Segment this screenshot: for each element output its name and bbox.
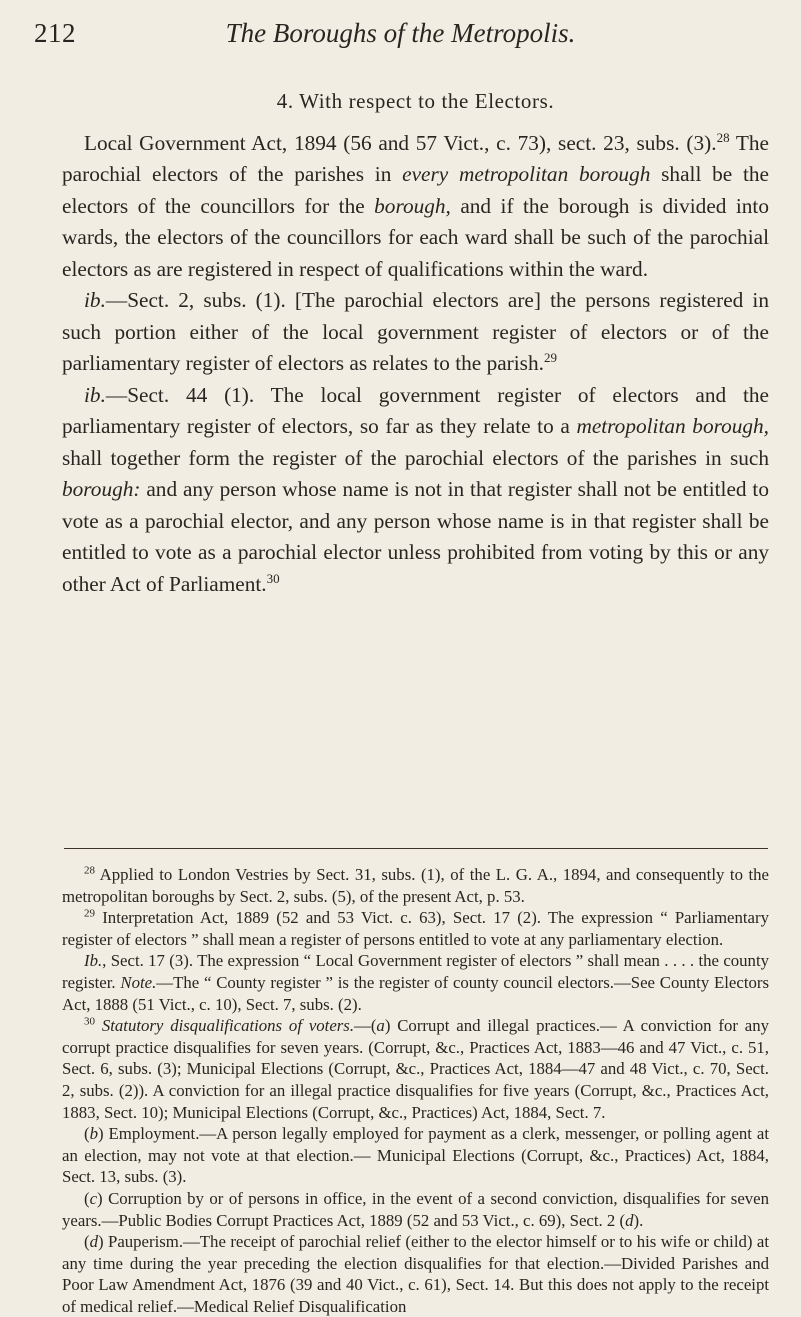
clause-label: d [89, 1232, 98, 1252]
ibid-label: ib. [84, 288, 106, 312]
paragraph-text: The parochial electors of the parishes in [62, 130, 769, 186]
page-header [0, 18, 801, 58]
paragraph-text: —Sect. 2, subs. (1). [The parochial electors are] the persons registered in such portion either of the local government register of electors or of the parliamentary register of electors as relates to the parish. [62, 288, 769, 375]
paragraph-text: Local Government Act, 1894 (56 and 57 Vict., c. 73), sect. 23, subs. (3). [84, 130, 717, 155]
paragraph-text: —Sect. 44 (1). The local government register of electors and the parliamentary register of electors, so far as they relate to a [62, 382, 769, 438]
paragraph-text: and if the borough is divided into wards, the electors of the councillors for each ward shall be such of the parochial electors as are registered in respect of qualifications within the ward. [62, 193, 769, 281]
paragraph-section-2 [62, 285, 769, 380]
page-number: 212 [34, 18, 76, 48]
ibid-label: ib. [84, 382, 106, 407]
punctuation: ). [633, 1210, 644, 1230]
paragraph-section-44 [62, 380, 769, 601]
emphasis-text: borough: [62, 477, 141, 501]
footnote-divider [64, 848, 768, 849]
footnote-number: 28 [84, 864, 95, 877]
footnote-ref-29: 29 [543, 349, 557, 365]
paragraph-text: shall be the electors of the councillors for the [62, 162, 769, 218]
footnote-29 [62, 907, 769, 950]
running-title: The Boroughs of the Metropolis. [225, 18, 576, 48]
footnote-title: Statutory disqualifications of voters. [101, 1016, 355, 1036]
footnote-text: ) Employment.—A person legally employed for payment as a clerk, messenger, or polling agent at an election, may not vote at that election.— Municipal Elections (Corrupt, &c., Practices) Act, 1884, Sect. 13, subs. (3). [62, 1124, 769, 1187]
footnote-text: Applied to London Vestries by Sect. 31, subs. (1), of the L. G. A., 1894, and consequently to the metropolitan boroughs by Sect. 2, subs. (5), of the present Act, p. 53. [62, 865, 769, 906]
footnote-30-c: (c) Corruption by or of persons in office, in the event of a second conviction, disqualifies for seven years.—Public Bodies Corrupt Practices Act, 1889 (52 and 53 Vict., c. 69), Sect. 2 (d). [62, 1188, 769, 1230]
footnote-30-b: (b) Employment.—A person legally employed for payment as a clerk, messenger, or polling agent at an election, may not vote at that election.— Municipal Elections (Corrupt, &c., Practices) Act, 1884, Sect. 13, subs. (3). [62, 1124, 769, 1187]
footnote-text: ) Pauperism.—The receipt of parochial relief (either to the elector himself or to his wife or child) at any time during the year preceding the election disqualifies for that election.—Divided Parishes and Poor Law Amendment Act, 1876 (39 and 40 Vict., c. 61), Sect. 14. But this does not apply to the receipt of medical relief.—Medical Relief Disqualification [62, 1232, 769, 1316]
paragraph-section-23 [62, 128, 769, 286]
ibid-label: Ib., [84, 951, 107, 971]
footnote-text: ) Corrupt and illegal practices.— A conviction for any corrupt practice disqualifies for seven years. (Corrupt, &c., Practices Act, 1883—46 and 47 Vict., c. 51, Sect. 6, subs. (3); Municipal Elections (Corrupt, &c., Practices Act, 1884—47 and 48 Vict., c. 70, Sect. 2, subs. (2)). A conviction for an illegal practice disqualifies for five years (Corrupt, &c., Practices Act, 1883, Sect. 10); Municipal Elections (Corrupt, &c., Practices) Act, 1884, Sect. 7. [62, 1016, 769, 1122]
footnote-30 [62, 1015, 769, 1123]
footnote-text: —The “ County register ” is the register of county council electors.—See County Electors Act, 1888 (51 Vict., c. 10), Sect. 7, subs. (2). [62, 972, 769, 1014]
footnote-ref-30: 30 [266, 570, 280, 586]
footnote-number: 29 [84, 907, 95, 920]
footnote-text: Sect. 17 (3). The expression “ Local Government register of electors ” shall mean . . . . the county register. [62, 951, 769, 992]
punctuation: —( [354, 1016, 377, 1036]
emphasis-text: metropolitan borough, [576, 414, 770, 438]
section-heading: 4. With respect to the Electors. [276, 89, 555, 113]
clause-label: c [89, 1188, 98, 1208]
footnote-text: Interpretation Act, 1889 (52 and 53 Vict. c. 63), Sect. 17 (2). The expression “ Parliamentary register of electors ” shall mean a register of persons entitled to vote at any parliamentary election. [62, 908, 769, 949]
main-text [62, 89, 770, 600]
paragraph-text: shall together form the register of the parochial electors of the parishes in such [62, 445, 769, 470]
footnote-28 [62, 864, 769, 907]
clause-ref: d [625, 1210, 634, 1230]
footnote-number: 30 [84, 1015, 95, 1028]
footnotes [62, 864, 769, 1317]
note-label: Note. [120, 972, 157, 992]
emphasis-text: every metropolitan borough [402, 162, 651, 186]
paragraph-text: and any person whose name is not in that register shall not be entitled to vote as a parochial elector, and any person whose name is in that register shall be entitled to vote as a parochial elector unless prohibited from voting by this or any other Act of Parliament. [62, 477, 769, 596]
footnote-ref-28: 28 [716, 129, 730, 145]
emphasis-text: borough, [374, 193, 451, 218]
clause-label: b [89, 1124, 98, 1144]
clause-label: a [376, 1016, 385, 1036]
footnote-30-d: (d) Pauperism.—The receipt of parochial relief (either to the elector himself or to his wife or child) at any time during the year preceding the election disqualifies for that election.—Divided Parishes and Poor Law Amendment Act, 1876 (39 and 40 Vict., c. 61), Sect. 14. But this does not apply to the receipt of medical relief.—Medical Relief Disqualification [62, 1232, 769, 1316]
footnote-text: ) Corruption by or of persons in office, in the event of a second conviction, disqualifies for seven years.—Public Bodies Corrupt Practices Act, 1889 (52 and 53 Vict., c. 69), Sect. 2 ( [62, 1188, 769, 1230]
footnote-29-continued [62, 950, 769, 1015]
